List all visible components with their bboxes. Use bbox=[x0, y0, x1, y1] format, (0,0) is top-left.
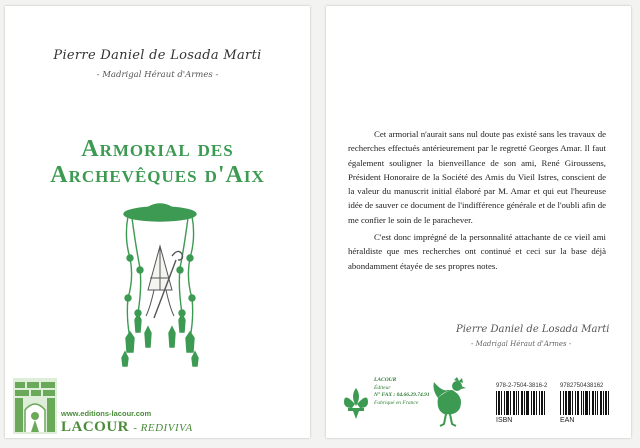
ean-label: EAN bbox=[560, 417, 575, 424]
colophon-line: N° FAX : 04.66.29.74.91 bbox=[374, 392, 430, 398]
barcode-bars bbox=[496, 391, 556, 415]
isbn-number: 978-2-7504-3816-2 bbox=[496, 383, 548, 389]
publisher-logo-icon bbox=[13, 378, 57, 434]
front-cover bbox=[5, 6, 310, 438]
colophon bbox=[374, 377, 430, 407]
publisher-collection: - REDIVIVA bbox=[133, 422, 193, 434]
colophon-line: LACOUR bbox=[374, 377, 397, 383]
back-cover-text bbox=[348, 127, 606, 276]
ean-number: 9782750438162 bbox=[560, 383, 604, 389]
book-title-line-2: Archevêques d'Aix bbox=[50, 162, 265, 188]
book-title-line-1: Armorial des bbox=[81, 136, 234, 162]
paragraph: C'est donc imprégné de la personnalité attachante de ce vieil ami héraldiste que mes recherches ont continué et ceci sur la base déjà abondamment étayée de ses propres notes. bbox=[348, 232, 606, 271]
archbishop-crest-icon bbox=[120, 198, 200, 368]
isbn-barcode bbox=[496, 383, 556, 424]
colophon-line: Éditeur bbox=[374, 384, 391, 391]
publisher-url[interactable]: www.editions-lacour.com bbox=[61, 409, 152, 418]
isbn-label: ISBN bbox=[496, 417, 513, 424]
rooster-icon bbox=[430, 376, 470, 428]
author-subtitle: - Madrigal Héraut d'Armes - bbox=[96, 70, 219, 80]
signature-name: Pierre Daniel de Losada Marti bbox=[456, 324, 610, 335]
fleur-de-lis-icon bbox=[342, 386, 370, 420]
publisher-name bbox=[61, 419, 193, 436]
signature-subtitle: - Madrigal Héraut d'Armes - bbox=[471, 340, 572, 348]
barcode-bars bbox=[560, 391, 620, 415]
author-name: Pierre Daniel de Losada Marti bbox=[53, 48, 262, 63]
ean-barcode bbox=[560, 383, 620, 424]
paragraph: Cet armorial n'aurait sans nul doute pas existé sans les travaux de recherches effectués antérieurement par le regretté Georges Amar. Il faut également souligner la bienveillance de son ami, René Giroussens, Président Honoraire de la Société des Amis du Vieil Istres, conscient de la valeur du manuscrit initial élaboré par M. Amar et qui eut l'heureuse idée de sauver ce document de l'indifférence générale et de l'oubli afin de me confier le soin de le parachever. bbox=[348, 129, 606, 225]
publisher-name-text: LACOUR bbox=[61, 419, 130, 435]
colophon-line: Fabriqué en France bbox=[374, 399, 419, 406]
back-cover bbox=[326, 6, 631, 438]
